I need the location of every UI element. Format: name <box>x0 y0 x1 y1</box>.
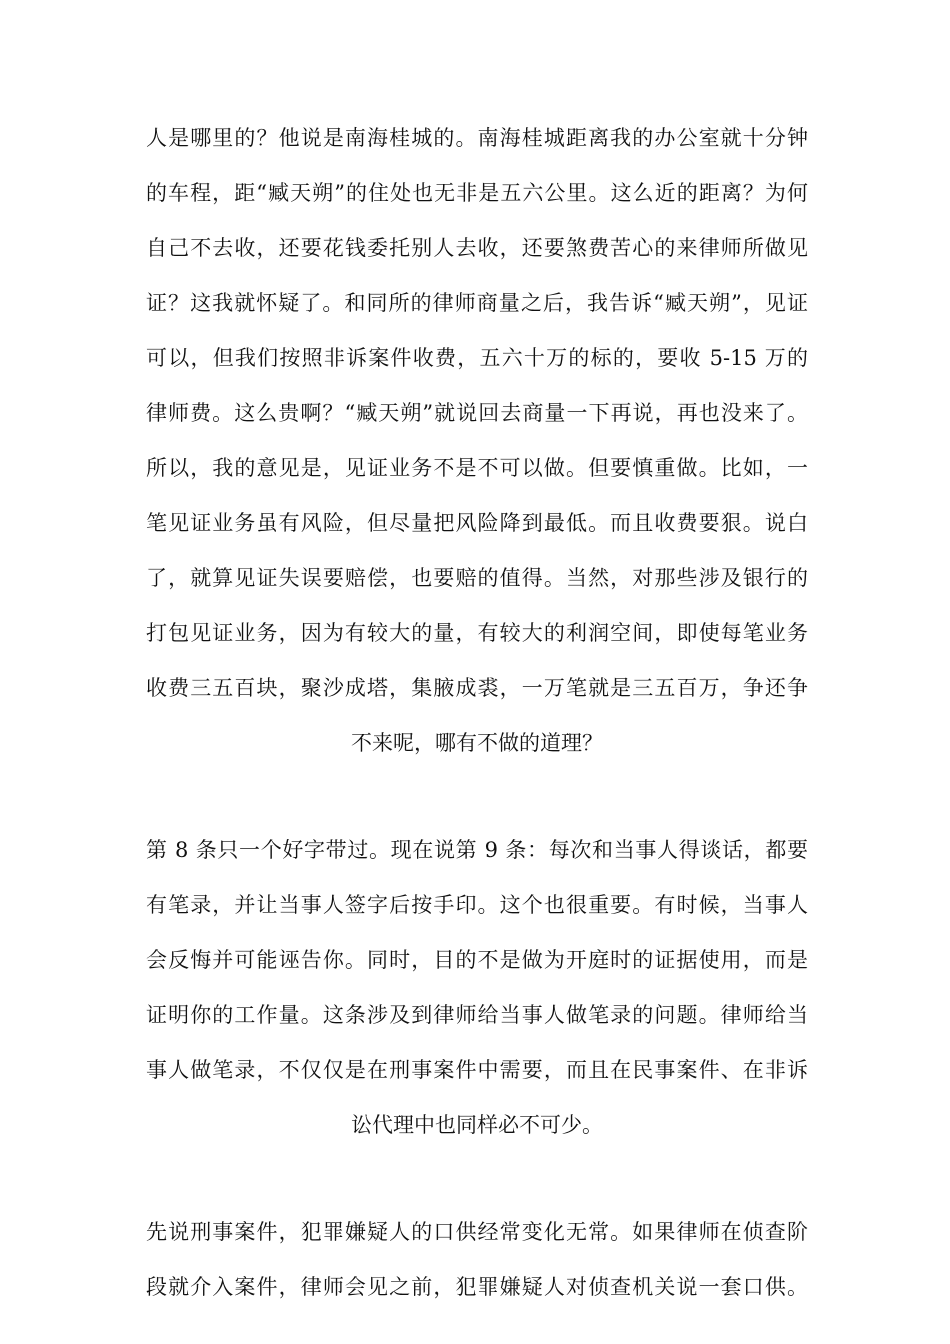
text-line: 律师费。这么贵啊？“臧天朔”就说回去商量一下再说，再也没来了。 <box>146 401 808 425</box>
text-line: 所以，我的意见是，见证业务不是不可以做。但要慎重做。比如，一 <box>146 456 808 480</box>
text-line: 笔见证业务虽有风险，但尽量把风险降到最低。而且收费要狠。说白 <box>146 511 808 535</box>
text-line: 先说刑事案件，犯罪嫌疑人的口供经常变化无常。如果律师在侦查阶 <box>146 1220 808 1244</box>
text-line: 第 8 条只一个好字带过。现在说第 9 条：每次和当事人得谈话，都要 <box>146 838 808 862</box>
text-line: 有笔录，并让当事人签字后按手印。这个也很重要。有时候，当事人 <box>146 893 808 917</box>
text-line: 的车程，距“臧天朔”的住处也无非是五六公里。这么近的距离？为何 <box>146 181 808 205</box>
text-line: 会反悔并可能诬告你。同时，目的不是做为开庭时的证据使用，而是 <box>146 948 808 972</box>
text-line: 人是哪里的？他说是南海桂城的。南海桂城距离我的办公室就十分钟 <box>146 126 808 150</box>
text-line: 了，就算见证失误要赔偿，也要赔的值得。当然，对那些涉及银行的 <box>146 566 808 590</box>
text-line: 事人做笔录，不仅仅是在刑事案件中需要，而且在民事案件、在非诉 <box>146 1058 808 1082</box>
text-line: 讼代理中也同样必不可少。 <box>351 1113 603 1137</box>
text-line: 可以，但我们按照非诉案件收费，五六十万的标的，要收 5-15 万的 <box>146 346 808 370</box>
text-line: 证明你的工作量。这条涉及到律师给当事人做笔录的问题。律师给当 <box>146 1003 808 1027</box>
text-line: 打包见证业务，因为有较大的量，有较大的利润空间，即使每笔业务 <box>146 621 808 645</box>
text-line: 自己不去收，还要花钱委托别人去收，还要煞费苦心的来律师所做见 <box>146 236 808 260</box>
text-line: 证？这我就怀疑了。和同所的律师商量之后，我告诉“臧天朔”，见证 <box>146 291 808 315</box>
text-line: 段就介入案件，律师会见之前，犯罪嫌疑人对侦查机关说一套口供。 <box>146 1275 808 1299</box>
text-line: 收费三五百块，聚沙成塔，集腋成裘，一万笔就是三五百万，争还争 <box>146 676 808 700</box>
text-line: 不来呢，哪有不做的道理？ <box>351 731 603 755</box>
